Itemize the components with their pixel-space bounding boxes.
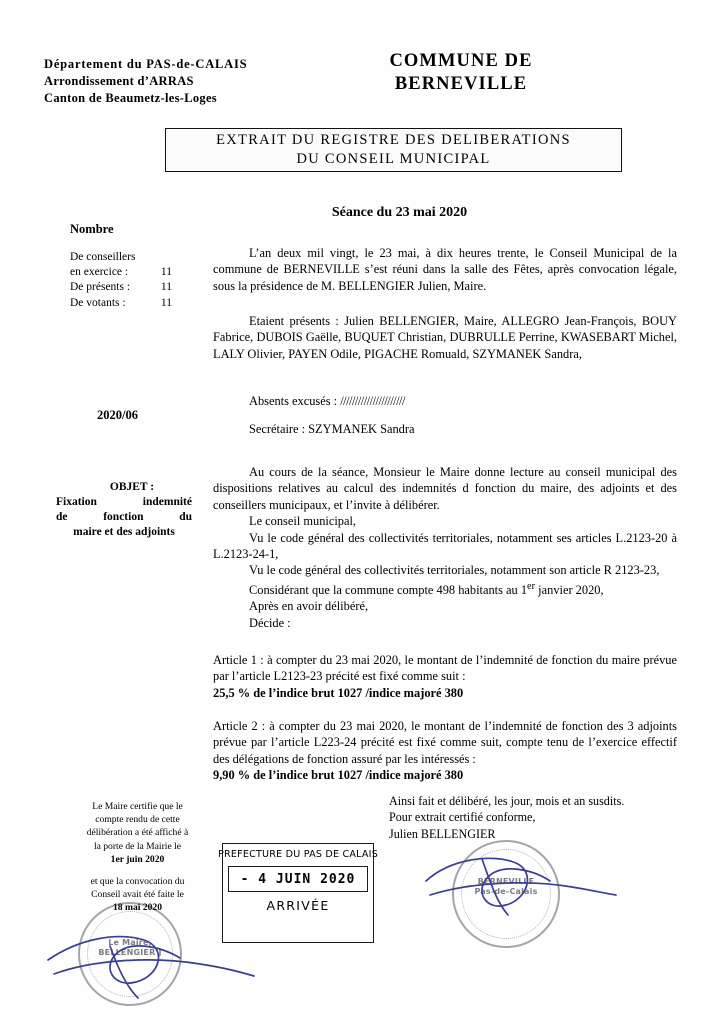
extract-title-line2: DU CONSEIL MUNICIPAL: [296, 151, 491, 167]
opening-paragraph: [213, 245, 677, 294]
vu-line-2: Vu le code général des collectivités territoriales, notamment son article R 2123-23,: [249, 563, 660, 578]
article-1-block: [213, 652, 677, 701]
mairie-stamp-right-text: [454, 877, 558, 897]
vu-line-1: Vu le code général des collectivités territoriales, notamment ses articles L.2123-20 à L.2123-24-1,: [213, 530, 677, 562]
apres-deliberation-line: Après en avoir délibéré,: [249, 599, 369, 614]
considerant-text-a: Considérant que la commune compte 498 habitants au 1: [249, 582, 528, 597]
objet-block: [56, 480, 192, 540]
certified-extract-block: [389, 793, 624, 842]
nombre-heading: Nombre: [70, 222, 114, 236]
count-label: De présents :: [70, 281, 131, 294]
article-2-value: 9,90 % de l’indice brut 1027 /indice majoré 380: [213, 768, 464, 783]
certify-line-1: Le Maire certifie que le: [92, 801, 183, 812]
commune-title-line2: BERNEVILLE: [394, 74, 528, 94]
pour-extrait-line: Pour extrait certifié conforme,: [389, 810, 536, 825]
mairie-stamp-left-line2: BELLENGIER J: [98, 948, 162, 957]
ainsi-fait-line: Ainsi fait et délibéré, les jour, mois et an susdits.: [389, 794, 625, 808]
absents-label: Absents excusés :: [249, 394, 341, 408]
attendees-paragraph-text: Etaient présents : Julien BELLENGIER, Maire, ALLEGRO Jean-François, BOUY Fabrice, DUBOIS Gaëlle, BUQUET Christian, DUBRULLE Perrine, KWASEBART Michel, LALY Olivier, PAYEN Odile, PIGACHE Romuald, SZYMANEK Sandra,: [213, 314, 677, 361]
deliberation-body: [213, 464, 677, 631]
count-value: 11: [160, 281, 172, 294]
convocation-date: 18 mai 2020: [112, 902, 163, 914]
deliberation-reference: 2020/06: [97, 408, 138, 422]
table-row: [70, 296, 172, 311]
certify-line-4: la porte de la Mairie le: [93, 840, 182, 852]
considerant-text-b: janvier 2020,: [535, 582, 604, 597]
certify-line-2: compte rendu de cette: [95, 814, 180, 826]
count-value: 11: [160, 266, 172, 279]
department-line: Département du PAS-de-CALAIS: [44, 57, 248, 71]
secretary-line: [213, 421, 677, 437]
count-label: en exercice :: [70, 266, 129, 279]
certify-display-date: 1er juin 2020: [110, 853, 165, 865]
prefecture-stamp-arrivee: ARRIVÉE: [266, 898, 330, 913]
conseil-municipal-line: Le conseil municipal,: [249, 514, 357, 529]
count-label: De conseillers: [70, 251, 136, 263]
mairie-stamp-left: [78, 902, 182, 1006]
commune-title-line1: COMMUNE DE: [389, 51, 533, 71]
considerant-ordinal: er: [527, 580, 536, 592]
attendance-counts: [70, 250, 172, 311]
count-label: De votants :: [70, 296, 126, 309]
table-row: [70, 250, 172, 265]
article-2-text: Article 2 : à compter du 23 mai 2020, le montant de l’indemnité de fonction des 3 adjoints prévue par l’article L223-24 précité est fixé comme suit, compte tenu de l’exercice effectif des délégations de fonction assuré par les intéressés :: [213, 719, 677, 766]
article-1-value: 25,5 % de l’indice brut 1027 /indice majoré 380: [213, 685, 464, 700]
mairie-stamp-right-line1: BERNEVILLE: [477, 877, 535, 887]
article-2-block: [213, 718, 677, 784]
canton-line: Canton de Beaumetz-les-Loges: [44, 91, 217, 105]
prefecture-stamp-date: - 4 JUIN 2020: [228, 866, 369, 892]
certify-line-3: délibération a été affiché à: [86, 827, 189, 839]
mairie-stamp-left-text: [80, 938, 180, 958]
objet-line-3: maire et des adjoints: [73, 526, 175, 538]
certify-spacer: [50, 866, 225, 875]
absents-value: //////////////////////: [340, 394, 405, 408]
absents-row: [213, 393, 677, 409]
convocation-line-1: et que la convocation du: [90, 876, 185, 888]
attendees-paragraph: [213, 313, 677, 362]
lecture-paragraph: Au cours de la séance, Monsieur le Maire donne lecture au conseil municipal des dispositions relatives au calcul des indemnités d fonction du maire, des adjoints et des conseillers municipaux, et l’invite à délibérer.: [213, 465, 677, 512]
mairie-stamp-left-line1: Le Maire,: [108, 938, 152, 947]
mayor-name-line: Julien BELLENGIER: [389, 826, 496, 841]
extract-title-box: [165, 128, 622, 172]
table-row: [70, 280, 172, 295]
mayor-certification-block: [50, 800, 225, 915]
convocation-line-2: Conseil avait été faite le: [91, 889, 184, 901]
extract-title-line1: EXTRAIT DU REGISTRE DES DELIBERATIONS: [216, 132, 571, 148]
mairie-stamp-right-line2: Pas-de-Calais: [474, 887, 538, 897]
considerant-line: [213, 579, 677, 599]
administrative-header: [44, 56, 247, 107]
objet-line-2: de fonction du: [56, 511, 192, 523]
opening-paragraph-text: L’an deux mil vingt, le 23 mai, à dix heures trente, le Conseil Municipal de la commune de BERNEVILLE s’est réuni dans la salle des Fêtes, après convocation légale, sous la présidence de M. BELLENGIER Julien, Maire.: [213, 246, 677, 293]
objet-heading: OBJET :: [109, 481, 155, 493]
commune-title: [336, 50, 586, 96]
session-date: Séance du 23 mai 2020: [331, 205, 468, 220]
prefecture-arrival-stamp: [218, 843, 378, 943]
decide-line: Décide :: [249, 615, 291, 630]
absents-line: [213, 393, 677, 409]
prefecture-stamp-title: PREFECTURE DU PAS DE CALAIS: [218, 849, 378, 860]
count-value: [148, 250, 172, 265]
objet-line-1: Fixation indemnité: [56, 496, 192, 508]
table-row: [70, 265, 172, 280]
mairie-stamp-right: [452, 840, 560, 948]
secretary-text: Secrétaire : SZYMANEK Sandra: [249, 422, 415, 436]
arrondissement-line: Arrondissement d’ARRAS: [44, 74, 194, 88]
count-value: 11: [160, 296, 172, 309]
article-1-text: Article 1 : à compter du 23 mai 2020, le montant de l’indemnité de fonction du maire prévue par l’article L2123-23 précité est fixé comme suit :: [213, 653, 677, 684]
